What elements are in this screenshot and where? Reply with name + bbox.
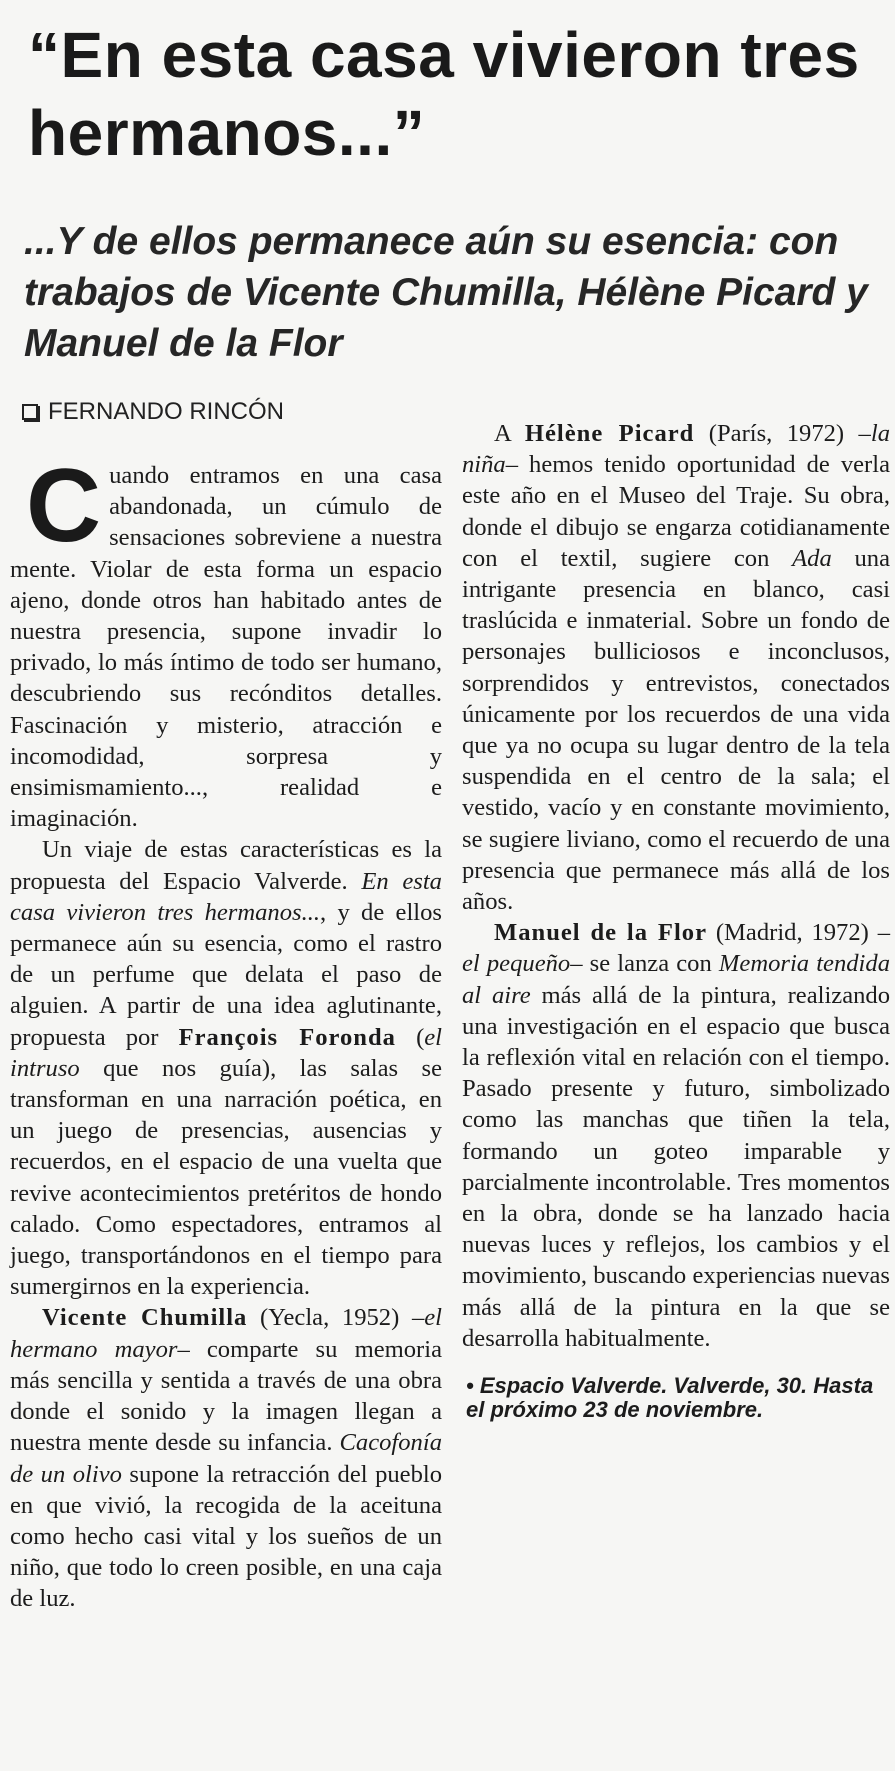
paragraph-intro [10,448,442,834]
artist-name: Hélène Picard [524,420,695,447]
paragraph-picard: A Hélène Picard (París, 1972) –la niña– hemos tenido oportunidad de verla este año en el Museo del Traje. Su obra, donde el dibujo se engarza cotidianamente con el textil, sugiere con Ada una intrigante presencia en blanco, casi traslúcida e inmaterial. Sobre un fondo de personajes bulliciosos e inconclusos, sorprendidos y entrevistos, conectados únicamente por los recuerdos de una vida que ya no ocupa su lugar dentro de la tela suspendida en el centro de la sala; el vestido, vacío y en constante movimiento, se sugiere liviano, como el recuerdo de una presencia que permanece más allá de los años. [462,420,890,916]
work-title: Ada [792,544,832,572]
author-name: FERNANDO RINCÓN [48,398,285,425]
subheadline: ...Y de ellos permanece aún su esencia: con trabajos de Vicente Chumilla, Hélène Picard y Manuel de la Flor [24,220,868,365]
work-title: Cacofonía de un olivo [10,1429,442,1488]
work-title: Memoria tendida al aire [462,950,890,1009]
article-column-right [462,418,890,1422]
exhibition-info: • Espacio Valverde. Valverde, 30. Hasta el próximo 23 de noviembre. [466,1373,874,1423]
article-column-left [10,448,443,1615]
drop-cap: C [26,448,102,564]
paragraph-exhibition: Un viaje de estas características es la propuesta del Espacio Valverde. En esta casa vivieron tres hermanos..., y de ellos permanece aún su esencia, como el rastro de un perfume que delata el paso de alguien. A partir de una idea aglutinante, propuesta por François Foronda (el intruso que nos guía), las salas se transforman en una narración poética, en un juego de presencias, ausencias y recuerdos, en el espacio de una vuelta que revive acontecimientos pretéritos de hondo calado. Como espectadores, entramos al juego, transportándonos en el tiempo para sumergirnos en la experiencia. [10,836,443,1301]
headline: “En esta casa vivieron tres hermanos...” [28,19,860,169]
byline [22,398,284,426]
artist-name: François Foronda [178,1023,396,1051]
artist-name: Manuel de la Flor [494,919,707,947]
artist-name: Vicente Chumilla [42,1304,248,1332]
paragraph-de-la-flor: Manuel de la Flor (Madrid, 1972) –el pequeño– se lanza con Memoria tendida al aire más allá de la pintura, realizando una investigación en el espacio que busca la reflexión vital en relación con el tiempo. Pasado presente y futuro, simbolizado como las manchas que tiñen la tela, formando un goteo imparable y parcialmente incontrolable. Tres momentos en la obra, donde se ha lanzado hacia nuevas luces y reflejos, los cambios y el movimiento, buscando experiencias nuevas más allá de la pintura en la que se desarrolla habitualmente. [462,919,890,1352]
paragraph-chumilla: Vicente Chumilla (Yecla, 1952) –el hermano mayor– comparte su memoria más sencilla y sentida a través de una obra donde el sonido y la imagen llegan a nuestra mente desde su infancia. Cacofonía de un olivo supone la retracción del pueblo en que vivió, la recogida de la aceituna como hecho casi vital y los sueños de un niño, que todo lo creen posible, en una caja de luz. [10,1304,443,1613]
paragraph-text: uando entramos en una casa abandonada, un cúmulo de sensaciones sobreviene a nuestra mente. Violar de esta forma un espacio ajeno, donde otros han habitado antes de nuestra presencia, supone invadir lo privado, lo más íntimo de todo ser humano, descubriendo sus recónditos detalles. Fascinación y misterio, atracción e incomodidad, sorpresa y ensimismamiento..., realidad e imaginación. [10,462,442,833]
exhibition-title: En esta casa vivieron tres hermanos... [10,867,442,926]
square-bullet-icon [22,404,38,420]
